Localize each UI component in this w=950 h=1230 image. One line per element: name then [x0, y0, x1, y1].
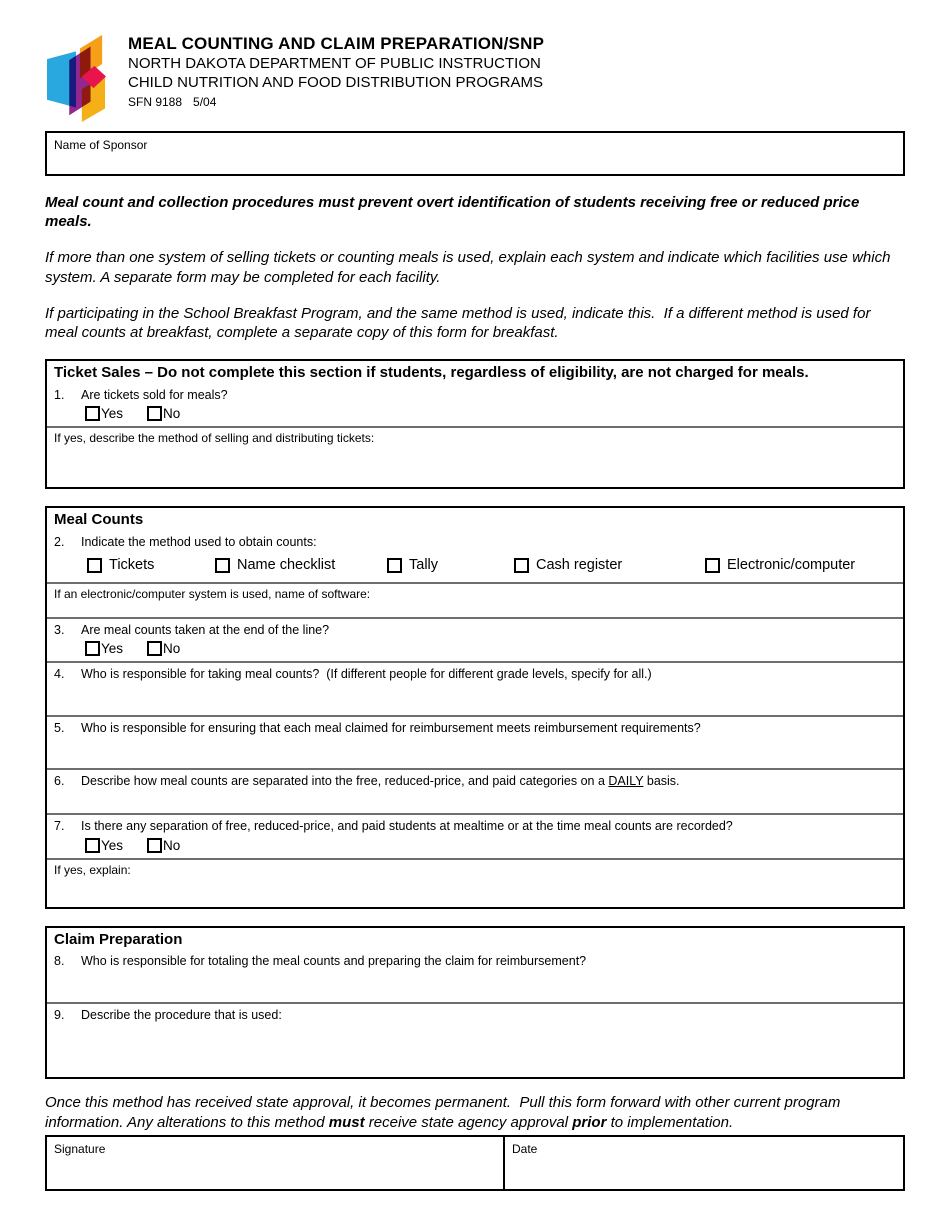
q2-electronic-computer-option: [705, 557, 855, 573]
q1-detail-label: If yes, describe the method of selling and distributing tickets:: [54, 431, 375, 446]
question-9: [47, 1004, 903, 1023]
state-approval-note: [45, 1093, 905, 1131]
q7-explain-row: [47, 858, 903, 907]
q1-no-option: [147, 406, 180, 421]
q7-no-label: No: [163, 837, 181, 853]
form-header: [45, 30, 905, 122]
question-3-text: Are meal counts taken at the end of the line?: [81, 623, 330, 638]
q3-no-checkbox[interactable]: [147, 641, 162, 656]
software-label: If an electronic/computer system is used, name of software:: [54, 587, 371, 602]
name-of-sponsor-label: Name of Sponsor: [54, 138, 148, 152]
nddpi-logo-icon: [45, 33, 109, 122]
q1-detail-row: [47, 426, 903, 487]
multiple-systems-paragraph: If more than one system of selling tickets or counting meals is used, explain each system and indicate which facilities use which system. A separate form may be completed for each facility.: [45, 249, 895, 286]
q7-no-option: [147, 838, 180, 853]
q4-answer-field[interactable]: [47, 683, 903, 716]
header-text: [128, 30, 544, 109]
q2-tickets-label: Tickets: [109, 557, 155, 574]
note-bold-prior: prior: [572, 1113, 607, 1131]
question-4-row: [47, 661, 903, 715]
q2-tally-label: Tally: [409, 557, 439, 574]
q1-detail-field[interactable]: [47, 446, 903, 488]
q2-cash-register-label: Cash register: [536, 557, 623, 574]
q3-yes-checkbox[interactable]: [85, 641, 100, 656]
department-name: NORTH DAKOTA DEPARTMENT OF PUBLIC INSTRUCTION: [128, 54, 541, 72]
question-2: [47, 531, 903, 550]
q2-electronic-computer-checkbox[interactable]: [705, 558, 720, 573]
meal-counts-heading: Meal Counts: [54, 511, 144, 529]
question-8-text: Who is responsible for totaling the meal counts and preparing the claim for reimbursement?: [81, 954, 587, 969]
question-9-text: Describe the procedure that is used:: [81, 1008, 282, 1023]
question-5-text: Who is responsible for ensuring that each meal claimed for reimbursement meets reimbursement requirements?: [81, 721, 701, 736]
meal-counts-section: [45, 506, 905, 909]
q7-yes-option: [85, 838, 123, 853]
q1-yes-option: [85, 406, 123, 421]
question-7-options: [47, 835, 903, 858]
q2-electronic-computer-label: Electronic/computer: [727, 557, 856, 574]
question-4-number: 4.: [54, 667, 65, 682]
question-7-text: Is there any separation of free, reduced-price, and paid students at mealtime or at the time meal counts are recorded?: [81, 819, 733, 834]
question-5: [47, 717, 903, 736]
form-revision-date: 5/04: [193, 95, 217, 110]
q2-cash-register-option: [514, 557, 705, 573]
question-3-number: 3.: [54, 623, 65, 638]
question-1-text: Are tickets sold for meals?: [81, 387, 228, 402]
question-6-text-after: basis.: [643, 774, 680, 789]
question-3-options: [47, 638, 903, 661]
software-row: [47, 582, 903, 617]
question-1: [47, 384, 903, 403]
question-6-text-before: Describe how meal counts are separated into the free, reduced-price, and paid categories on a: [81, 774, 609, 789]
question-1-number: 1.: [54, 387, 65, 402]
question-7-number: 7.: [54, 819, 65, 834]
q3-no-option: [147, 641, 180, 656]
note-bold-must: must: [328, 1113, 365, 1131]
question-4: [47, 663, 903, 682]
question-2-number: 2.: [54, 534, 65, 549]
q3-yes-label: Yes: [101, 641, 124, 657]
question-5-row: [47, 715, 903, 768]
q9-answer-field[interactable]: [47, 1024, 903, 1078]
q7-yes-label: Yes: [101, 837, 124, 853]
q7-explain-field[interactable]: [47, 877, 903, 907]
signature-field[interactable]: [47, 1137, 505, 1189]
question-4-text: Who is responsible for taking meal counts? (If different people for different grade levels, specify for all.): [81, 667, 652, 682]
question-6-row: [47, 768, 903, 813]
q2-tally-option: [387, 557, 514, 573]
date-field[interactable]: [505, 1137, 903, 1189]
q5-answer-field[interactable]: [47, 737, 903, 769]
question-3: [47, 619, 903, 638]
signature-label: Signature: [54, 1141, 106, 1156]
program-name: CHILD NUTRITION AND FOOD DISTRIBUTION PROGRAMS: [128, 73, 544, 91]
ticket-sales-section: [45, 359, 905, 489]
q6-answer-field[interactable]: [47, 790, 903, 814]
question-7-row: [47, 813, 903, 857]
question-8: [47, 950, 903, 969]
q2-tickets-checkbox[interactable]: [87, 558, 102, 573]
software-name-field[interactable]: [47, 602, 903, 618]
question-7: [47, 815, 903, 834]
question-9-number: 9.: [54, 1008, 65, 1023]
claim-preparation-heading: Claim Preparation: [54, 930, 183, 948]
q7-no-checkbox[interactable]: [147, 838, 162, 853]
note-segment-2: receive state agency approval: [364, 1113, 573, 1131]
name-of-sponsor-field[interactable]: [45, 131, 905, 176]
q1-no-checkbox[interactable]: [147, 406, 162, 421]
q2-cash-register-checkbox[interactable]: [514, 558, 529, 573]
question-2-options: [47, 550, 903, 582]
question-8-row: [47, 950, 903, 1002]
q1-yes-label: Yes: [101, 406, 124, 422]
q2-name-checklist-label: Name checklist: [237, 557, 336, 574]
q7-yes-checkbox[interactable]: [85, 838, 100, 853]
question-2-text: Indicate the method used to obtain counts:: [81, 534, 317, 549]
q8-answer-field[interactable]: [47, 970, 903, 1003]
question-6-number: 6.: [54, 774, 65, 789]
note-segment-1: Once this method has received state approval, it becomes permanent. Pull this form forward with other current program information. Any alterations to this method: [45, 1094, 845, 1131]
date-label: Date: [512, 1141, 538, 1156]
overt-identification-notice: Meal count and collection procedures must prevent overt identification of students receiving free or reduced price meals.: [45, 194, 864, 231]
form-title: MEAL COUNTING AND CLAIM PREPARATION/SNP: [128, 34, 545, 53]
question-6-underlined-word: DAILY: [608, 774, 644, 789]
ticket-sales-heading: Ticket Sales – Do not complete this section if students, regardless of eligibility, are not charged for meals.: [54, 364, 809, 382]
form-number-line: [128, 95, 544, 109]
question-6: [47, 770, 903, 789]
q3-yes-option: [85, 641, 123, 656]
claim-preparation-section: [45, 926, 905, 1080]
q2-name-checklist-checkbox[interactable]: [215, 558, 230, 573]
question-3-row: [47, 617, 903, 661]
question-5-number: 5.: [54, 721, 65, 736]
q3-no-label: No: [163, 641, 181, 657]
q1-yes-checkbox[interactable]: [85, 406, 100, 421]
q1-no-label: No: [163, 406, 181, 422]
question-9-row: [47, 1002, 903, 1077]
question-1-options: [47, 403, 903, 426]
signature-date-table: [45, 1135, 905, 1191]
question-8-number: 8.: [54, 954, 65, 969]
q7-explain-label: If yes, explain:: [54, 862, 131, 877]
q2-name-checklist-option: [215, 557, 387, 573]
note-segment-3: to implementation.: [606, 1113, 734, 1131]
form-number: SFN 9188: [128, 95, 183, 110]
q2-tally-checkbox[interactable]: [387, 558, 402, 573]
question-6-text: [81, 773, 680, 789]
q2-tickets-option: [87, 557, 215, 573]
breakfast-program-paragraph: If participating in the School Breakfast Program, and the same method is used, indicate this. If a different method is used for meal counts at breakfast, complete a separate copy of this form for breakfast.: [45, 304, 875, 341]
